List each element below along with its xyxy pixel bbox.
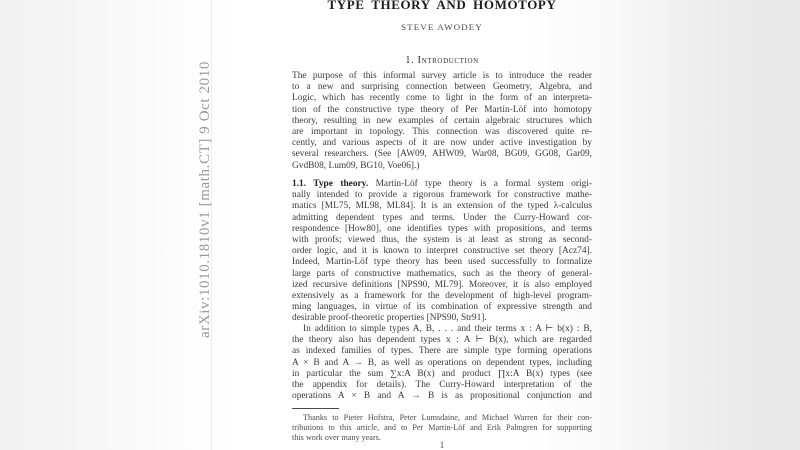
paper-author: STEVE AWODEY [401,22,483,32]
page-content [292,0,592,450]
paragraph-type-theory-lines [292,190,592,324]
section-heading: 1. Introduction [405,55,479,66]
text-line: operations A × B and A → B is as propositional conjunction and [292,391,592,402]
text-line: several researchers. (See [AW09, AHW09, War08, BG09, GG08, Gar09, [292,149,592,160]
text-line: matics [ML75, ML98, ML84]. It is an extension of the typed λ-calculus [292,201,592,212]
text-line: tion of the constructive type theory of Per Martin-Löf into homotopy [292,104,592,115]
paragraph-type-theory [292,179,592,324]
text-line: Logic, which has recently come to light in the form of an interpreta- [292,93,592,104]
footnote [292,413,592,442]
text-line: ized recursive definitions [NPS90, ML79]. Moreover, it is also employed [292,279,592,290]
paragraph-introduction [292,71,592,172]
text-line: respondence [How80], one identifies types with propositions, and terms [292,223,592,234]
text-line: order logic, and it is known to interpret constructive set theory [Acz74]. [292,246,592,257]
text-line: In addition to simple types A, B, . . . and their terms x : A ⊢ b(x) : B, [303,324,592,334]
text-line: are important in topology. This connection was discovered quite re- [292,126,592,137]
footnote-rule [292,408,339,409]
paragraph-dependent-types [292,324,592,402]
text-line: theory, resulting in new examples of certain algebraic structures which [292,115,592,126]
text-line [292,179,592,190]
text-line: Indeed, Martin-Löf type theory has been used successfully to formalize [292,257,592,268]
text-line: desirable proof-theoretic properties [NPS90, Str91]. [292,313,487,324]
page-number: 1 [439,440,445,450]
text-line: The purpose of this informal survey article is to introduce the reader [292,71,592,81]
text-line: with proofs; viewed thus, the system is at least as strong as second- [292,234,592,245]
subsection-label: 1.1. Type theory. [292,179,369,189]
text-line: in particular the sum ∑x:A B(x) and product ∏x:A B(x) types (see [292,368,592,379]
text-line: extensively as a framework for the development of high-level program- [292,290,592,301]
text-line: to a new and surprising connection between Geometry, Algebra, and [292,82,592,93]
arxiv-identifier: arXiv:1010.1810v1 [math.CT] 9 Oct 2010 [197,61,213,338]
text-line: large parts of constructive mathematics, such as the theory of general- [292,268,592,279]
text-line: admitting dependent types and terms. Under the Curry-Howard cor- [292,212,592,223]
text-line: GvdB08, Lum09, BG10, Voe06].) [292,160,420,171]
text-line: this work over many years. [292,432,381,442]
text-line: Thanks to Pieter Hofstra, Peter Lumsdaine, and Michael Warren for their con- [303,413,592,422]
text-line: as indexed families of types. There are simple type forming operations [292,346,592,357]
text-line: the theory also has dependent types x : A ⊢ B(x), which are regarded [292,335,592,346]
text-line: ming languages, in virtue of its combination of expressive strength and [292,302,592,313]
text-line: cently, and various aspects of it are now under active investigation by [292,138,592,149]
paper-title: TYPE THEORY AND HOMOTOPY [327,0,557,12]
text-line: the appendix for details). The Curry-Howard interpretation of the [292,379,592,390]
text-line: tributions to this article, and to Per Martin-Löf and Erik Palmgren for supporting [292,422,592,432]
text-line: nally intended to provide a rigorous framework for constructive mathe- [292,190,592,201]
text-run: Martin-Löf type theory is a formal system origi- [368,179,592,189]
text-line: A × B and A → B, as well as operations on dependent types, including [292,357,592,368]
